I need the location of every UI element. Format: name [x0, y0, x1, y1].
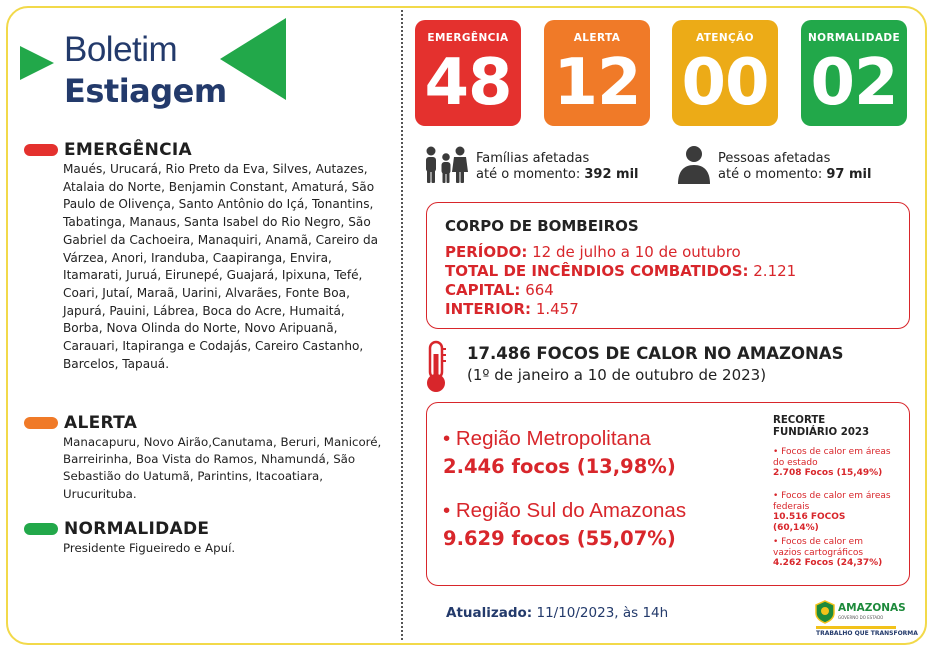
- title-line-1: Boletim: [64, 30, 178, 69]
- bulletin-title: [20, 18, 300, 118]
- total-line: [445, 262, 796, 280]
- counter-atencao: [672, 20, 778, 126]
- amazonas-logo: [812, 598, 918, 642]
- green-pill-icon: [24, 523, 58, 535]
- recorte-item-value: 4.262 Focos (24,37%): [773, 558, 883, 568]
- updated-value: 11/10/2023, às 14h: [532, 605, 669, 621]
- logo-tagline: TRABALHO QUE TRANSFORMA: [816, 630, 918, 637]
- families-affected: [424, 145, 654, 187]
- updated-label: Atualizado:: [446, 605, 533, 621]
- counter-value: 02: [810, 46, 898, 120]
- column-divider: [401, 10, 403, 640]
- total-value: 2.121: [748, 262, 797, 280]
- people-prefix: até o momento:: [718, 167, 823, 182]
- people-label: Pessoas afetadas: [718, 151, 831, 166]
- counter-value: 00: [681, 46, 769, 120]
- interior-label: INTERIOR:: [445, 300, 532, 318]
- families-value: 392 mil: [584, 167, 639, 182]
- person-icon: [676, 145, 712, 185]
- recorte-item: [773, 537, 893, 569]
- recorte-item-text: • Focos de calor em vazios cartográficos: [773, 537, 864, 558]
- interior-value: 1.457: [531, 300, 579, 318]
- region-metropolitana-value: 2.446 focos (13,98%): [443, 455, 676, 478]
- recorte-item: [773, 447, 893, 479]
- region-sul-value: 9.629 focos (55,07%): [443, 527, 676, 550]
- periodo-line: [445, 243, 741, 261]
- people-affected: [676, 145, 896, 187]
- bombeiros-box: [426, 202, 910, 329]
- counter-value: 12: [553, 46, 641, 120]
- level-title: EMERGÊNCIA: [64, 140, 192, 160]
- municipality-list: Manacapuru, Novo Airão,Canutama, Beruri, Manicoré, Barreirinha, Boa Vista do Ramos, Nhamundá, São Sebastião do Uatumã, Parintins, Itacoatiara, Urucurituba.: [63, 435, 382, 501]
- counter-value: 48: [424, 46, 512, 120]
- recorte-title: [773, 415, 869, 439]
- logo-name: AMAZONAS: [838, 602, 906, 614]
- counter-normalidade: [801, 20, 907, 126]
- level-emergencia: [24, 139, 384, 373]
- thermometer-icon: [423, 340, 449, 394]
- periodo-value: 12 de julho a 10 de outubro: [527, 243, 741, 261]
- logo-bar: [816, 626, 896, 629]
- title-line-2: Estiagem: [64, 72, 227, 110]
- people-value: 97 mil: [826, 167, 872, 182]
- recorte-item-text: • Focos de calor em áreas do estado: [773, 447, 891, 468]
- level-normalidade: [24, 518, 384, 557]
- capital-line: [445, 281, 554, 299]
- coat-of-arms-icon: [814, 600, 836, 624]
- counter-label: NORMALIDADE: [807, 32, 901, 44]
- counter-label: ATENÇÃO: [696, 32, 754, 44]
- recorte-title-line2: FUNDIÁRIO 2023: [773, 427, 870, 438]
- updated-at: [446, 605, 668, 621]
- periodo-label: PERÍODO:: [445, 243, 528, 261]
- level-alerta: [24, 412, 384, 503]
- region-sul-name: • Região Sul do Amazonas: [443, 499, 687, 522]
- recorte-item-value: 10.516 FOCOS (60,14%): [773, 512, 846, 533]
- counter-alerta: [544, 20, 650, 126]
- bombeiros-title: CORPO DE BOMBEIROS: [445, 217, 639, 235]
- total-label: TOTAL DE INCÊNDIOS COMBATIDOS:: [445, 262, 749, 280]
- level-title: ALERTA: [64, 413, 138, 433]
- orange-pill-icon: [24, 417, 58, 429]
- family-icon: [424, 145, 468, 185]
- counter-emergencia: [415, 20, 521, 126]
- capital-label: CAPITAL:: [445, 281, 521, 299]
- interior-line: [445, 300, 579, 318]
- red-pill-icon: [24, 144, 58, 156]
- logo-subtitle: GOVERNO DO ESTADO: [838, 615, 884, 620]
- families-label: Famílias afetadas: [476, 151, 590, 166]
- focos-subtitle: (1º de janeiro a 10 de outubro de 2023): [467, 366, 767, 384]
- green-triangle-icon: [20, 46, 54, 80]
- counter-label: EMERGÊNCIA: [427, 32, 509, 44]
- green-triangle-large-icon: [220, 18, 286, 100]
- recorte-item-text: • Focos de calor em áreas federais: [773, 491, 891, 512]
- recorte-title-line1: RECORTE: [773, 415, 826, 426]
- region-metropolitana-name: • Região Metropolitana: [443, 427, 651, 450]
- recorte-item: [773, 491, 893, 533]
- municipality-list: Maués, Urucará, Rio Preto da Eva, Silves, Autazes, Atalaia do Norte, Benjamin Constant, Amaturá, São Paulo de Olivença, Santo Antônio do Içá, Tonantins, Tabatinga, Manaus, Santa Isabel do Rio Negro, São Gabriel da Cachoeira, Manaquiri, Anamã, Careiro da Várzea, Anori, Iranduba, Caapiranga, Envira, Itamarati, Juruá, Eirunepé, Guajará, Ipixuna, Tefé, Coari, Jutaí, Maraã, Uarini, Alvarães, Fonte Boa, Japurá, Pauini, Lábrea, Boca do Acre, Humaitá, Borba, Nova Olinda do Norte, Novo Aripuanã, Carauari, Itapiranga e Codajás, Careiro Castanho, Barcelos, Tapauá.: [63, 162, 379, 371]
- families-prefix: até o momento:: [476, 167, 581, 182]
- focos-title: 17.486 FOCOS DE CALOR NO AMAZONAS: [467, 344, 844, 363]
- counter-label: ALERTA: [573, 32, 621, 44]
- municipality-list: Presidente Figueiredo e Apuí.: [63, 541, 236, 555]
- recorte-item-value: 2.708 Focos (15,49%): [773, 468, 883, 478]
- focos-box: [426, 402, 910, 586]
- capital-value: 664: [520, 281, 554, 299]
- level-title: NORMALIDADE: [64, 519, 210, 539]
